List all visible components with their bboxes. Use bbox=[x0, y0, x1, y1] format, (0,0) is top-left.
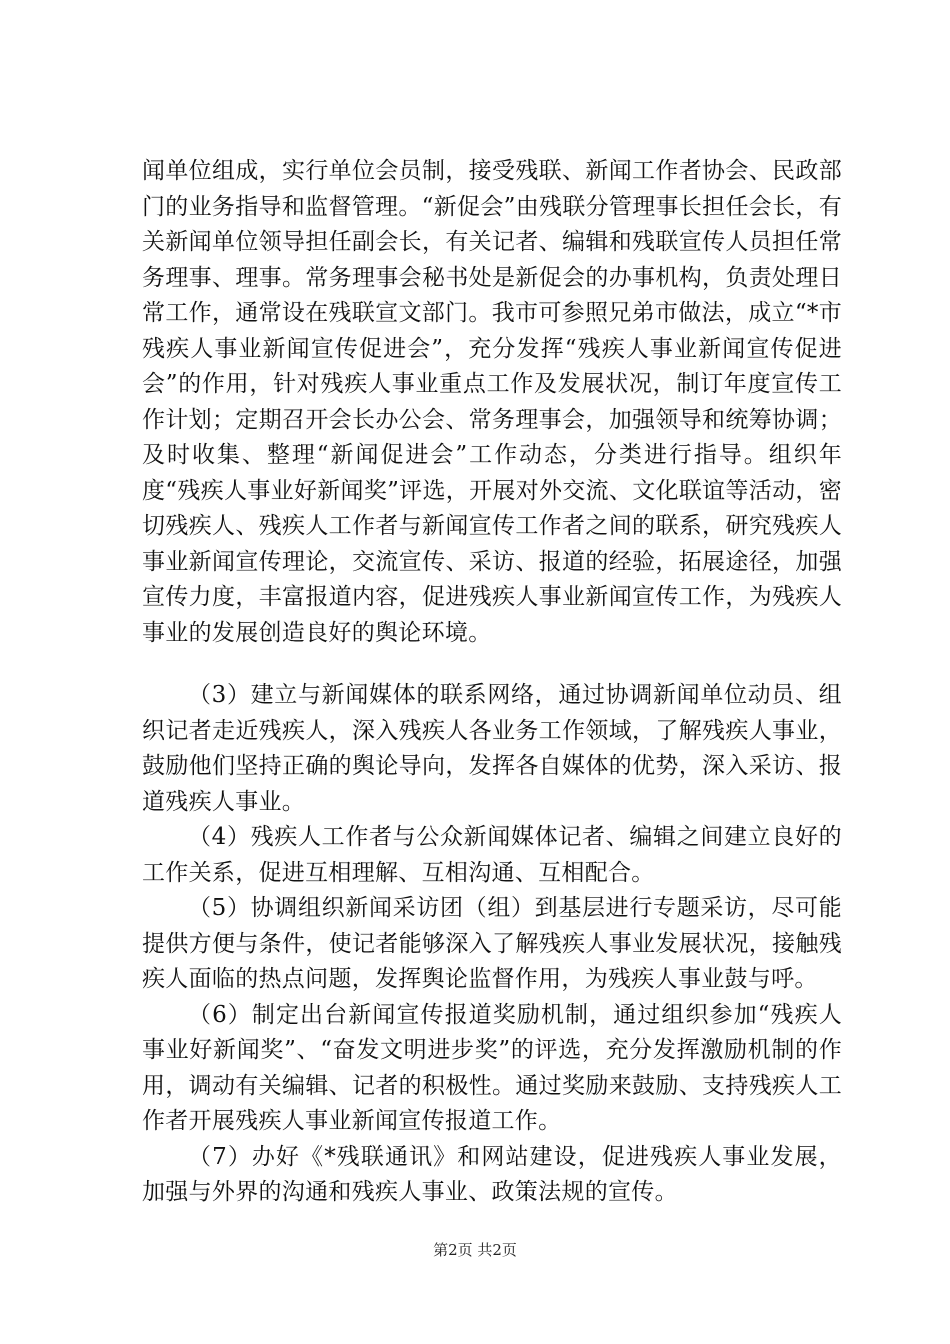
paragraph-item-3: （3）建立与新闻媒体的联系网络，通过协调新闻单位动员、组织记者走近残疾人，深入残疾人各业务工作领域，了解残疾人事业，鼓励他们坚持正确的舆论导向，发挥各自媒体的优势，深入采访、报道残疾人事业。 bbox=[142, 682, 842, 815]
paragraph-item-5: （5）协调组织新闻采访团（组）到基层进行专题采访，尽可能提供方便与条件，使记者能够深入了解残疾人事业发展状况，接触残疾人面临的热点问题，发挥舆论监督作用，为残疾人事业鼓与呼。 bbox=[142, 895, 842, 992]
paragraph-item-7: （7）办好《*残联通讯》和网站建设，促进残疾人事业发展，加强与外界的沟通和残疾人事业、政策法规的宣传。 bbox=[142, 1143, 842, 1205]
document-body bbox=[142, 154, 842, 1211]
paragraph-continued: 闻单位组成，实行单位会员制，接受残联、新闻工作者协会、民政部门的业务指导和监督管理。“新促会”由残联分管理事长担任会长，有关新闻单位领导担任副会长，有关记者、编辑和残联宣传人员担任常务理事、理事。常务理事会秘书处是新促会的办事机构，负责处理日常工作，通常设在残联宣文部门。我市可参照兄弟市做法，成立“*市残疾人事业新闻宣传促进会”，充分发挥“残疾人事业新闻宣传促进会”的作用，针对残疾人事业重点工作及发展状况，制订年度宣传工作计划；定期召开会长办公会、常务理事会，加强领导和统筹协调；及时收集、整理“新闻促进会”工作动态，分类进行指导。组织年度“残疾人事业好新闻奖”评选，开展对外交流、文化联谊等活动，密切残疾人、残疾人工作者与新闻宣传工作者之间的联系，研究残疾人事业新闻宣传理论，交流宣传、采访、报道的经验，拓展途径，加强宣传力度，丰富报道内容，促进残疾人事业新闻宣传工作，为残疾人事业的发展创造良好的舆论环境。 bbox=[142, 158, 842, 646]
paragraph-item-4: （4）残疾人工作者与公众新闻媒体记者、编辑之间建立良好的工作关系，促进互相理解、互相沟通、互相配合。 bbox=[142, 824, 842, 886]
paragraph-item-6: （6）制定出台新闻宣传报道奖励机制，通过组织参加“残疾人事业好新闻奖”、“奋发文明进步奖”的评选，充分发挥激励机制的作用，调动有关编辑、记者的积极性。通过奖励来鼓励、支持残疾人工作者开展残疾人事业新闻宣传报道工作。 bbox=[142, 1001, 842, 1134]
paragraph-gap bbox=[142, 651, 842, 678]
page-footer: 第2页 共2页 bbox=[433, 1241, 517, 1259]
